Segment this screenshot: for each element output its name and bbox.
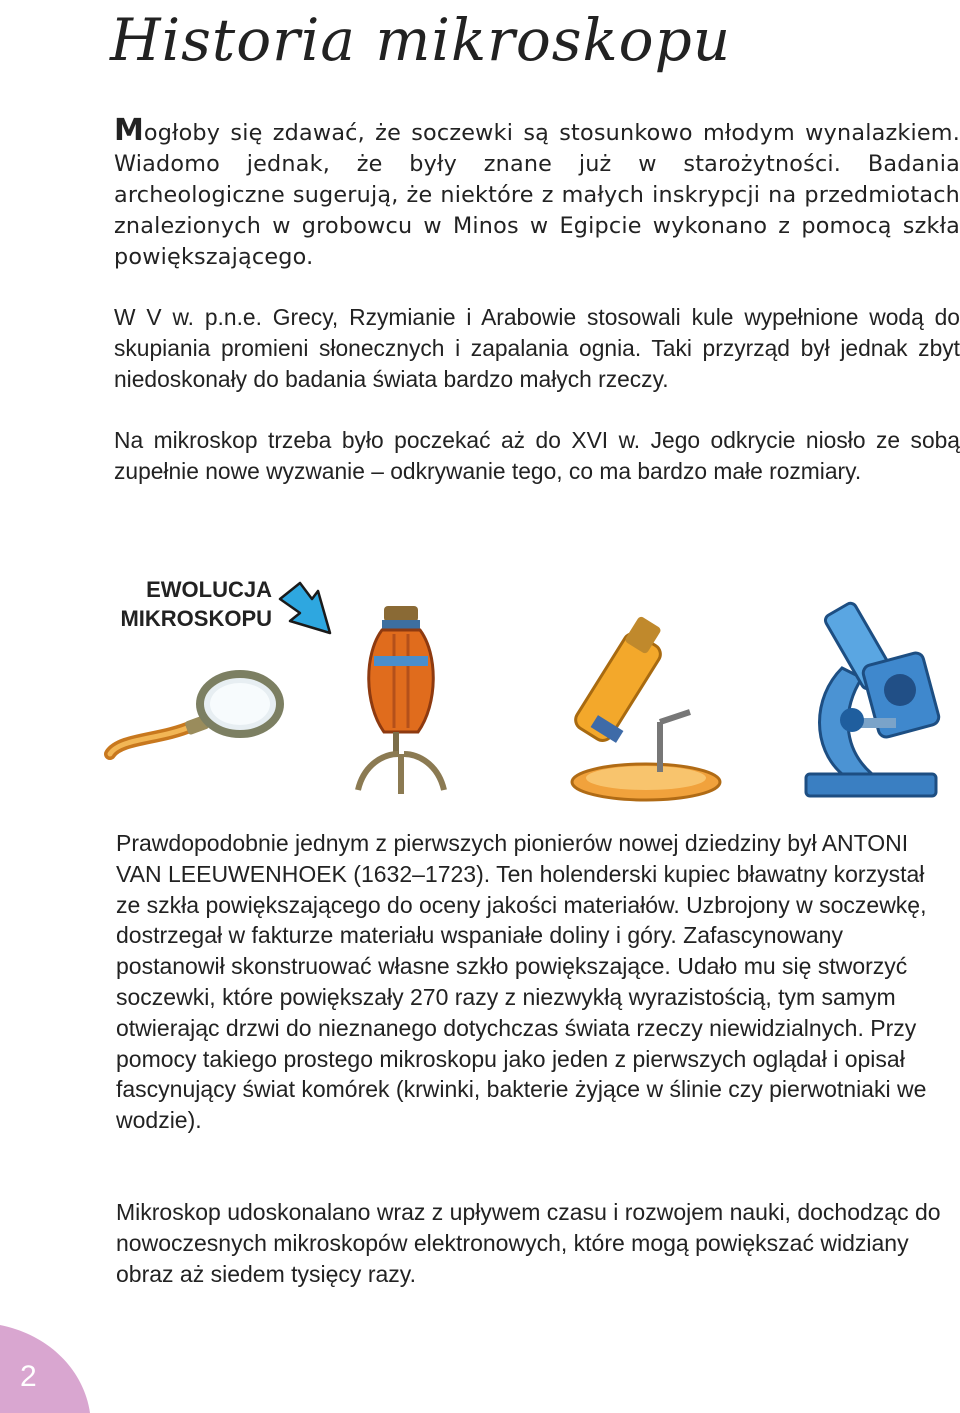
evolution-section-label xyxy=(112,575,272,633)
early-microscope-icon xyxy=(344,604,459,799)
leeuwenhoek-paragraph: Prawdopodobnie jednym z pierwszych pionierów nowej dziedziny był ANTONI VAN LEEUWENHOEK (1632–1723). Ten holenderski kupiec bławatny korzystał ze szkła powiększającego do oceny jakości materiałów. Uzbrojony w soczewkę, dostrzegał w fakturze materiału wspaniałe doliny i góry. Zafascynowany postanowił skonstruować własne szkło powiększające. Udało mu się stworzyć soczewki, które powiększały 270 razy z niezwykłą wyrazistością, tym samym otwierając drzwi do nieznanego dotychczas świata rzeczy niewidzialnych. Przy pomocy takiego prostego mikroskopu jako jeden z pierwszych oglądał i opisał fascynujący świat komórek (krwinki, bakterie żyjące w ślinie czy pierwotniaki we wodzie). xyxy=(116,830,927,1134)
modern-microscope-icon xyxy=(772,598,952,800)
arrow-down-right-icon xyxy=(278,577,334,637)
intro-paragraph xyxy=(114,115,960,273)
modern-microscopes-paragraph: Mikroskop udoskonalano wraz z upływem czasu i rozwojem nauki, dochodząc do nowoczesnych mikroskopów elektronowych, które mogą powiększać widziany obraz aż siedem tysięcy razy. xyxy=(116,1199,941,1287)
drop-cap: M xyxy=(114,113,144,148)
page-title: Historia mikroskopu xyxy=(110,6,732,74)
magnifying-glass-icon xyxy=(100,668,290,778)
ancient-lenses-paragraph: W V w. p.n.e. Grecy, Rzymianie i Arabowie stosowali kule wypełnione wodą do skupiania promieni słonecznych i zapalania ognia. Taki przyrząd był jednak zbyt niedoskonały do badania świata bardzo małych rzeczy. xyxy=(114,304,960,392)
sixteenth-century-paragraph: Na mikroskop trzeba było poczekać aż do XVI w. Jego odkrycie niosło ze sobą zupełnie nowe wyzwanie – odkrywanie tego, co ma bardzo małe rozmiary. xyxy=(114,427,960,484)
page-number: 2 xyxy=(20,1360,37,1393)
brass-microscope-icon xyxy=(560,612,730,802)
section-label-line-1: EWOLUCJA xyxy=(146,577,272,602)
section-label-line-2: MIKROSKOPU xyxy=(120,606,272,631)
intro-paragraph-text: ogłoby się zdawać, że soczewki są stosunkowo młodym wynalazkiem. Wiadomo jednak, że były znane już w starożytności. Badania archeologiczne sugerują, że niektóre z małych inskrypcji na przedmiotach znalezionych w grobowcu w Minos w Egipcie wykonano z pomocą szkła powiększającego. xyxy=(114,120,960,270)
page-corner-tab xyxy=(0,1325,90,1413)
